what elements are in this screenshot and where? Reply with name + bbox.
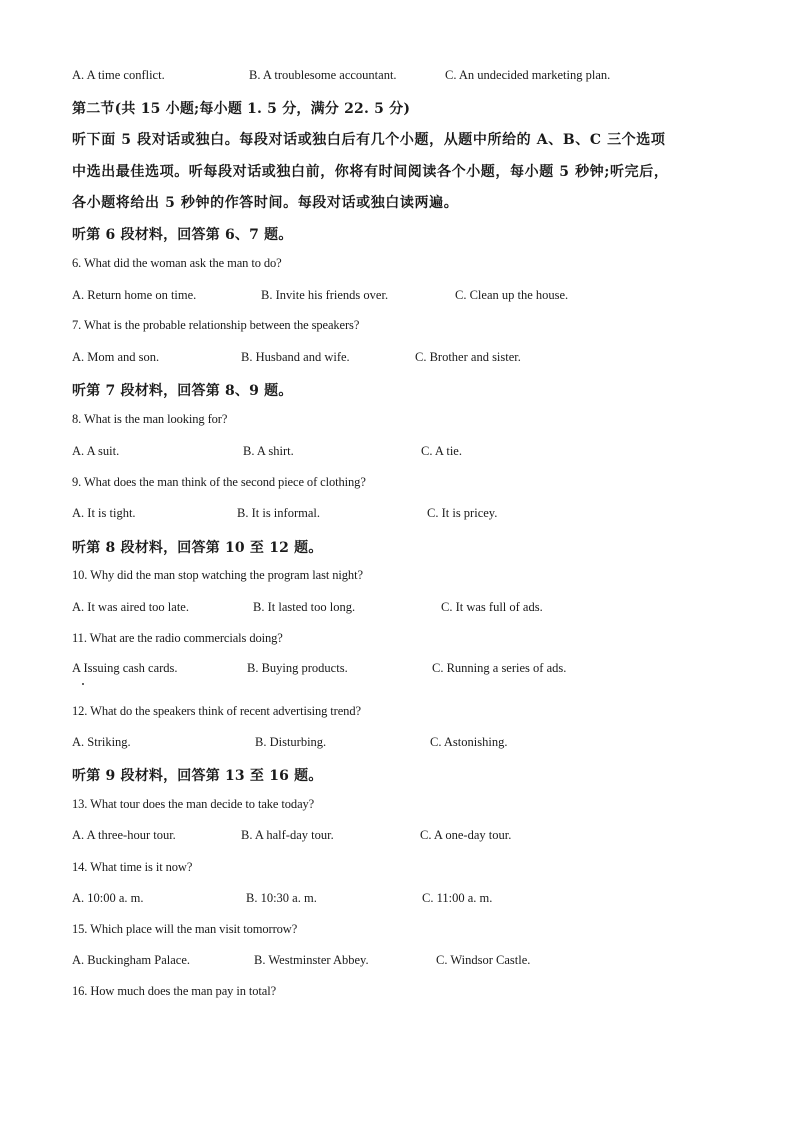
q5-option-a: A. A time conflict.	[72, 68, 165, 82]
q13-option-c: C. A one-day tour.	[420, 828, 512, 842]
material-6-heading: 听第 6 段材料，回答第 6、7 题。	[72, 227, 293, 243]
q7-option-b: B. Husband and wife.	[241, 350, 350, 364]
q8-option-a: A. A suit.	[72, 444, 120, 458]
q14-option-a: A. 10:00 a. m.	[72, 891, 144, 905]
q12-option-c: C. Astonishing.	[430, 735, 508, 749]
q8-option-b: B. A shirt.	[243, 444, 294, 458]
question-15: 15. Which place will the man visit tomorrow?	[72, 922, 298, 936]
question-6: 6. What did the woman ask the man to do?	[72, 256, 282, 270]
q7-option-a: A. Mom and son.	[72, 350, 160, 364]
question-12: 12. What do the speakers think of recent advertising trend?	[72, 704, 361, 718]
q7-option-c: C. Brother and sister.	[415, 350, 521, 364]
question-10: 10. Why did the man stop watching the program last night?	[72, 568, 363, 582]
q9-option-b: B. It is informal.	[237, 506, 320, 520]
q14-option-b: B. 10:30 a. m.	[246, 891, 317, 905]
instructions-line-1: 听下面 5 段对话或独白。每段对话或独白后有几个小题，从题中所给的 A、B、C 三个选项	[72, 132, 666, 148]
q5-option-c: C. An undecided marketing plan.	[445, 68, 611, 82]
q8-option-c: C. A tie.	[421, 444, 462, 458]
question-9: 9. What does the man think of the second piece of clothing?	[72, 475, 366, 489]
material-7-heading: 听第 7 段材料，回答第 8、9 题。	[72, 383, 293, 399]
q13-option-b: B. A half-day tour.	[241, 828, 334, 842]
q6-option-a: A. Return home on time.	[72, 288, 197, 302]
q6-option-b: B. Invite his friends over.	[261, 288, 389, 302]
q12-option-b: B. Disturbing.	[255, 735, 327, 749]
question-14: 14. What time is it now?	[72, 860, 193, 874]
q13-option-a: A. A three-hour tour.	[72, 828, 176, 842]
question-11: 11. What are the radio commercials doing?	[72, 631, 283, 645]
q6-option-c: C. Clean up the house.	[455, 288, 569, 302]
q11-option-a: A Issuing cash cards.	[72, 661, 178, 675]
q12-option-a: A. Striking.	[72, 735, 131, 749]
question-7: 7. What is the probable relationship between the speakers?	[72, 318, 360, 332]
instructions-line-3: 各小题将给出 5 秒钟的作答时间。每段对话或独白读两遍。	[72, 195, 459, 211]
question-13: 13. What tour does the man decide to take today?	[72, 797, 315, 811]
question-8: 8. What is the man looking for?	[72, 412, 228, 426]
instructions-line-2: 中选出最佳选项。听每段对话或独白前，你将有时间阅读各个小题，每小题 5 秒钟;听完后，	[72, 164, 669, 180]
q10-option-b: B. It lasted too long.	[253, 600, 356, 614]
q15-option-c: C. Windsor Castle.	[436, 953, 531, 967]
q11-option-c: C. Running a series of ads.	[432, 661, 567, 675]
question-16: 16. How much does the man pay in total?	[72, 984, 277, 998]
q11-option-b: B. Buying products.	[247, 661, 348, 675]
section-title: 第二节(共 15 小题;每小题 1. 5 分，满分 22. 5 分)	[72, 101, 411, 117]
q10-option-c: C. It was full of ads.	[441, 600, 543, 614]
q9-option-c: C. It is pricey.	[427, 506, 498, 520]
q9-option-a: A. It is tight.	[72, 506, 136, 520]
material-9-heading: 听第 9 段材料，回答第 13 至 16 题。	[72, 768, 323, 784]
stray-dot-mark	[82, 683, 84, 685]
q10-option-a: A. It was aired too late.	[72, 600, 189, 614]
material-8-heading: 听第 8 段材料，回答第 10 至 12 题。	[72, 540, 323, 556]
q15-option-b: B. Westminster Abbey.	[254, 953, 369, 967]
q5-option-b: B. A troublesome accountant.	[249, 68, 397, 82]
q15-option-a: A. Buckingham Palace.	[72, 953, 191, 967]
q14-option-c: C. 11:00 a. m.	[422, 891, 493, 905]
